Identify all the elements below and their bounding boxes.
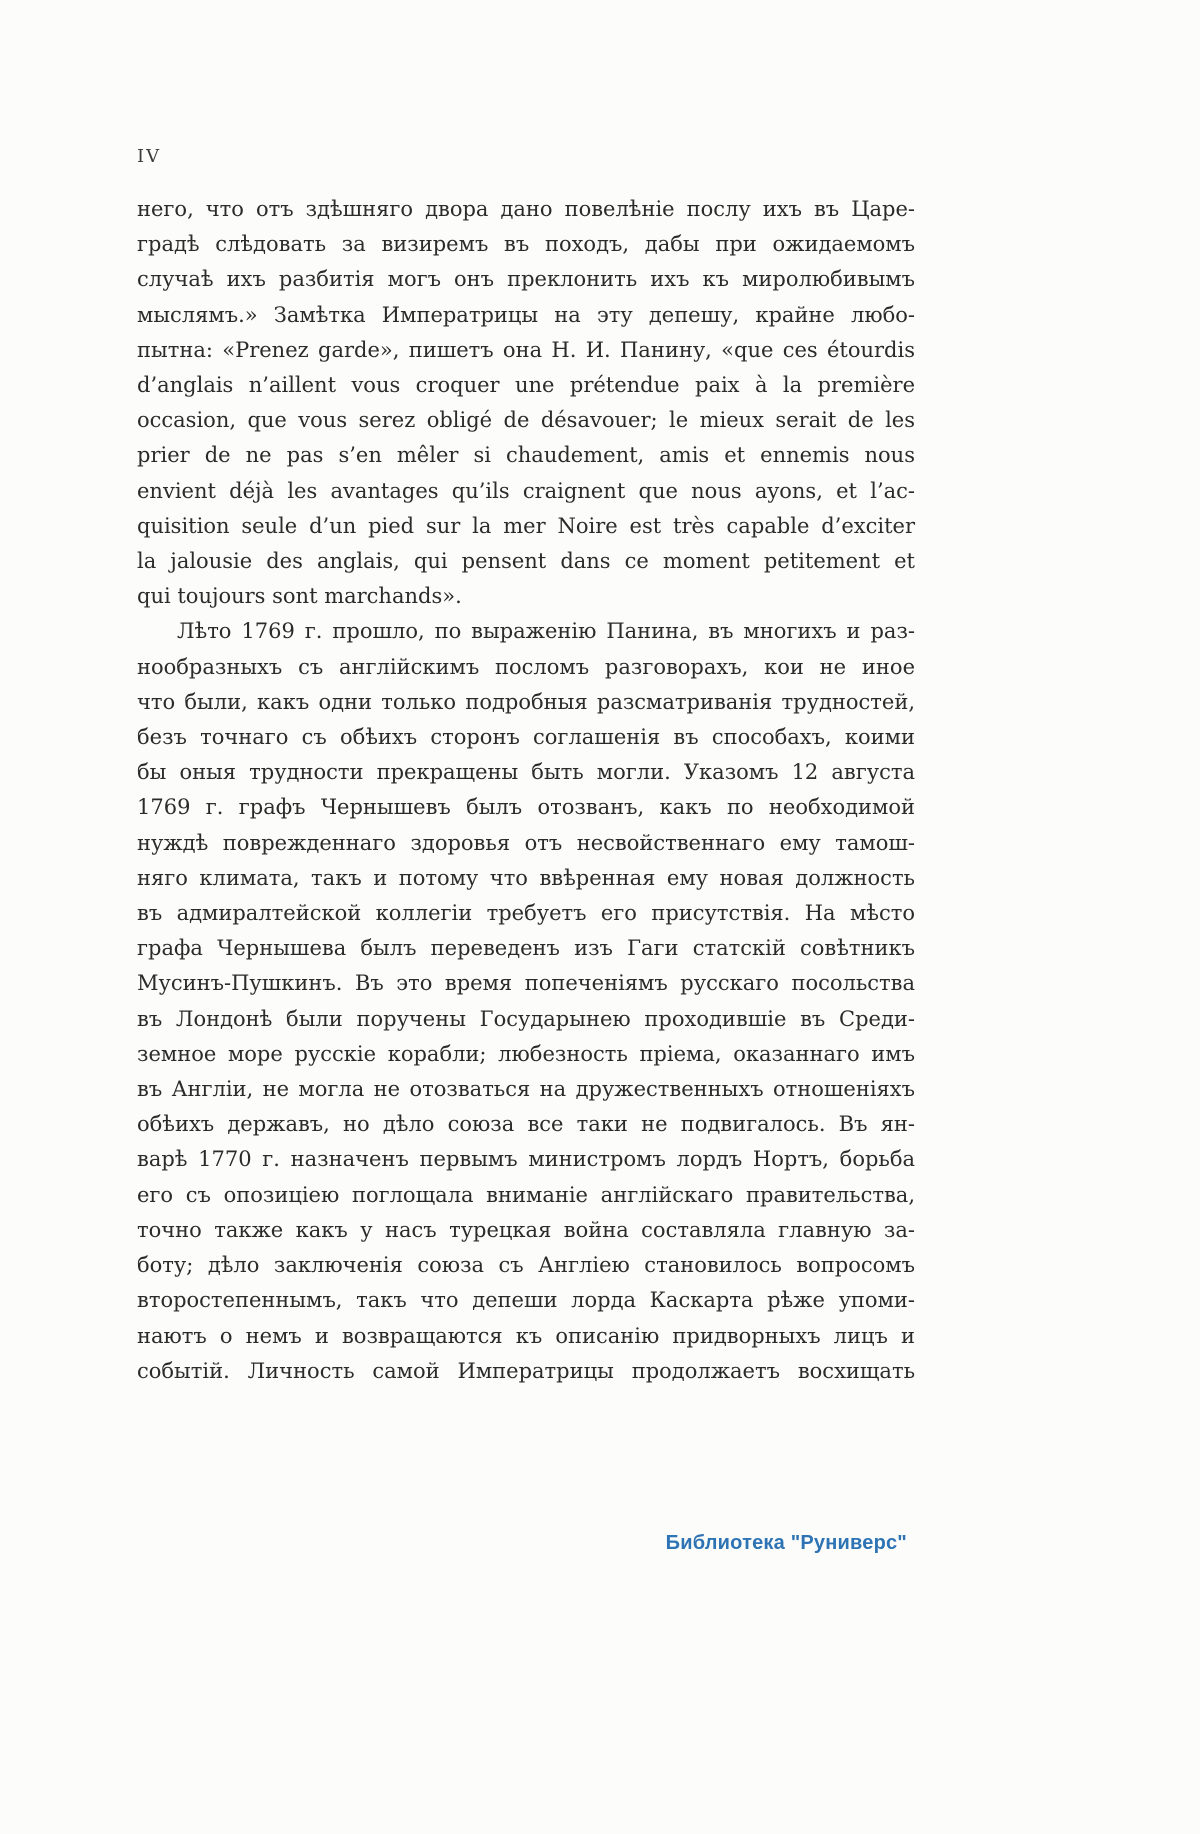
text-line: Лѣто 1769 г. прошло, по выраженію Панина, въ многихъ и раз-: [177, 619, 915, 644]
text-line: d’anglais n’aillent vous croquer une prétendue paix à la première: [137, 373, 915, 398]
text-line: безъ точнаго съ обѣихъ сторонъ соглашенія въ способахъ, коими: [137, 725, 915, 750]
text-line: въ Лондонѣ были поручены Государынею проходившіе въ Среди-: [137, 1006, 915, 1031]
text-line: prier de ne pas s’en mêler si chaudement, amis et ennemis nous: [137, 443, 915, 468]
text-line: въ адмиралтейской коллегіи требуетъ его присутствія. На мѣсто: [137, 901, 915, 926]
text-line: няго климата, такъ и потому что ввѣренная ему новая должность: [137, 865, 915, 890]
text-line: мыслямъ.» Замѣтка Императрицы на эту депешу, крайне любо-: [137, 302, 915, 327]
text-line: варѣ 1770 г. назначенъ первымъ министромъ лордъ Нортъ, борьба: [137, 1147, 915, 1172]
page-number: IV: [137, 146, 162, 167]
text-line: la jalousie des anglais, qui pensent dans ce moment petitement et: [137, 549, 915, 574]
text-line: пытна: «Prenez garde», пишетъ она Н. И. Панину, «que ces étourdis: [137, 337, 915, 362]
text-line: 1769 г. графъ Чернышевъ былъ отозванъ, какъ по необходимой: [137, 795, 915, 820]
text-line: envient déjà les avantages qu’ils craignent que nous ayons, et l’ac-: [137, 478, 915, 503]
text-line: бы оныя трудности прекращены быть могли. Указомъ 12 августа: [137, 760, 915, 785]
text-line: него, что отъ здѣшняго двора дано повелѣніе послу ихъ въ Царе-: [137, 197, 915, 221]
library-watermark: Библиотека "Руниверс": [665, 1532, 907, 1554]
text-line: qui toujours sont marchands».: [137, 584, 462, 609]
text-line: графа Чернышева былъ переведенъ изъ Гаги статскій совѣтникъ: [137, 936, 915, 961]
text-block: [137, 192, 915, 1389]
text-line: Мусинъ-Пушкинъ. Въ это время попеченіямъ русскаго посольства: [137, 971, 915, 996]
text-line: второстепеннымъ, такъ что депеши лорда Каскарта рѣже упоми-: [137, 1288, 915, 1313]
text-line: нуждѣ поврежденнаго здоровья отъ несвойственнаго ему тамош-: [137, 830, 915, 855]
text-line: событій. Личность самой Императрицы продолжаетъ восхищать: [137, 1358, 915, 1383]
text-line: occasion, que vous serez obligé de désavouer; le mieux serait de les: [137, 408, 915, 433]
text-line: обѣихъ державъ, но дѣло союза все таки не подвигалось. Въ ян-: [137, 1112, 915, 1137]
paragraph: [137, 614, 915, 1388]
text-line: наютъ о немъ и возвращаются къ описанію придворныхъ лицъ и: [137, 1323, 915, 1348]
text-line: земное море русскіе корабли; любезность пріема, оказаннаго имъ: [137, 1041, 915, 1066]
text-line: его съ опозиціею поглощала вниманіе англійскаго правительства,: [137, 1182, 915, 1207]
text-line: точно также какъ у насъ турецкая война составляла главную за-: [137, 1217, 915, 1242]
text-line: quisition seule d’un pied sur la mer Noire est très capable d’exciter: [137, 513, 915, 538]
text-line: случаѣ ихъ разбитія могъ онъ преклонить ихъ къ миролюбивымъ: [137, 267, 915, 292]
paragraph: [137, 192, 915, 614]
text-line: боту; дѣло заключенія союза съ Англіею становилось вопросомъ: [137, 1253, 915, 1278]
text-line: градѣ слѣдовать за визиремъ въ походъ, дабы при ожидаемомъ: [137, 232, 915, 257]
text-line: нообразныхъ съ англійскимъ посломъ разговорахъ, кои не иное: [137, 654, 915, 679]
text-line: въ Англіи, не могла не отозваться на дружественныхъ отношеніяхъ: [137, 1077, 915, 1102]
text-line: что были, какъ одни только подробныя разсматриванія трудностей,: [137, 689, 915, 714]
